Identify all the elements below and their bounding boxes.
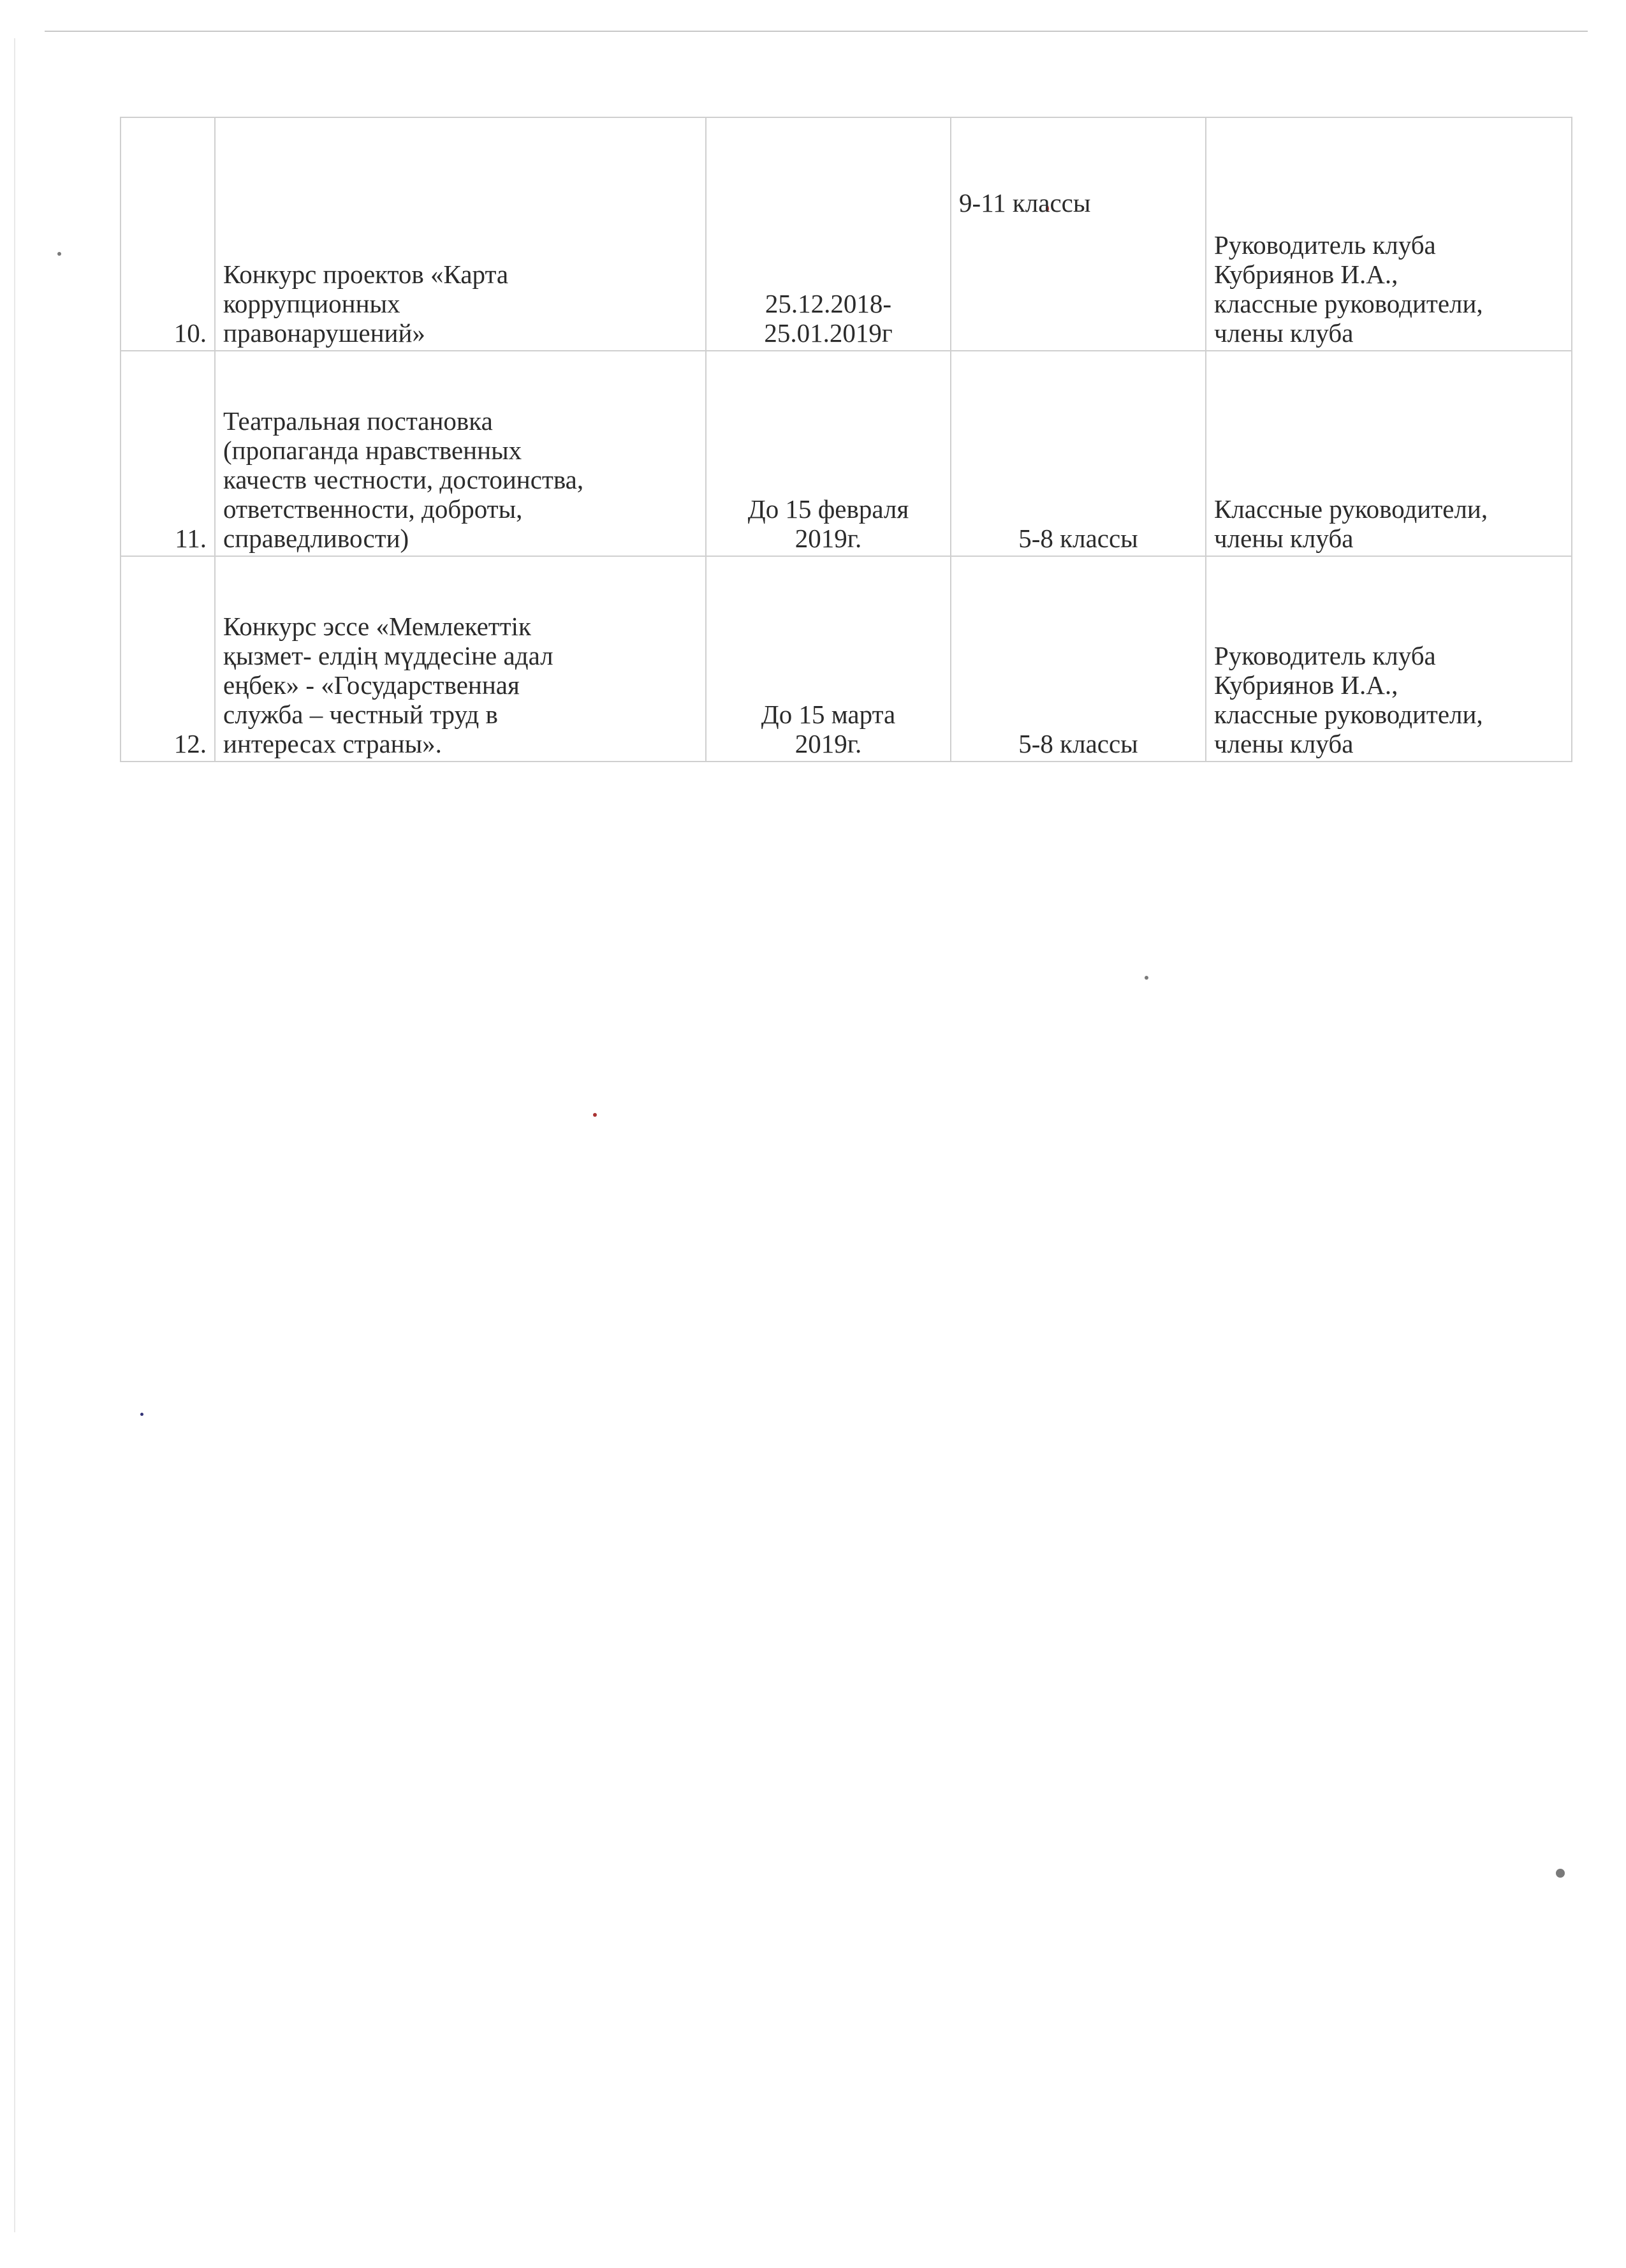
table-row xyxy=(121,351,1572,556)
event-line: Конкурс проектов «Карта xyxy=(223,260,509,289)
responsible-line: классные руководители, xyxy=(1214,289,1483,318)
scan-speck xyxy=(593,1113,597,1117)
scan-speck xyxy=(140,1413,143,1416)
responsible-line: Руководитель клуба xyxy=(1214,230,1436,260)
event-line: правонарушений» xyxy=(223,318,425,348)
row-number: 11. xyxy=(121,351,215,556)
date-line: До 15 февраля xyxy=(747,494,909,524)
table-row xyxy=(121,556,1572,762)
responsible-line: Классные руководители, xyxy=(1214,494,1488,524)
responsible-line: Кубриянов И.А., xyxy=(1214,670,1398,700)
responsible-line: члены клуба xyxy=(1214,318,1354,348)
event-line: (пропаганда нравственных xyxy=(223,436,522,465)
event-dates xyxy=(706,117,951,351)
event-line: қызмет- елдің мүддесіне адал xyxy=(223,641,553,670)
row-number: 12. xyxy=(121,556,215,762)
date-line: До 15 марта xyxy=(761,700,896,729)
responsible-line: Кубриянов И.А., xyxy=(1214,260,1398,289)
scan-speck xyxy=(1556,1869,1565,1878)
responsible-line: члены клуба xyxy=(1214,729,1354,758)
scan-speck xyxy=(57,252,61,256)
event-responsible xyxy=(1206,351,1572,556)
scan-speck xyxy=(1145,976,1148,980)
event-responsible xyxy=(1206,117,1572,351)
event-line: Конкурс эссе «Мемлекеттік xyxy=(223,612,531,641)
event-line: служба – честный труд в xyxy=(223,700,498,729)
event-dates xyxy=(706,351,951,556)
row-number: 10. xyxy=(121,117,215,351)
date-line: 2019г. xyxy=(795,524,862,553)
responsible-line: классные руководители, xyxy=(1214,700,1483,729)
event-title xyxy=(215,556,706,762)
event-line: Театральная постановка xyxy=(223,406,493,436)
event-line: ответственности, доброты, xyxy=(223,494,523,524)
event-title xyxy=(215,117,706,351)
event-title xyxy=(215,351,706,556)
event-line: справедливости) xyxy=(223,524,409,553)
responsible-line: члены клуба xyxy=(1214,524,1354,553)
event-audience: 5-8 классы xyxy=(951,556,1206,762)
date-line: 2019г. xyxy=(795,729,862,758)
event-line: коррупционных xyxy=(223,289,400,318)
scan-edge-top xyxy=(45,31,1588,32)
responsible-line: Руководитель клуба xyxy=(1214,641,1436,670)
event-line: интересах страны». xyxy=(223,729,442,758)
table-row xyxy=(121,117,1572,351)
event-line: еңбек» - «Государственная xyxy=(223,670,520,700)
event-dates xyxy=(706,556,951,762)
event-audience: 5-8 классы xyxy=(951,351,1206,556)
scan-edge-left xyxy=(14,38,15,2232)
event-line: качеств честности, достоинства, xyxy=(223,465,584,494)
event-audience: 9-11 классы xyxy=(951,117,1206,351)
events-table xyxy=(120,117,1572,762)
date-line: 25.12.2018- xyxy=(765,289,892,318)
date-line: 25.01.2019г xyxy=(764,318,893,348)
event-responsible xyxy=(1206,556,1572,762)
